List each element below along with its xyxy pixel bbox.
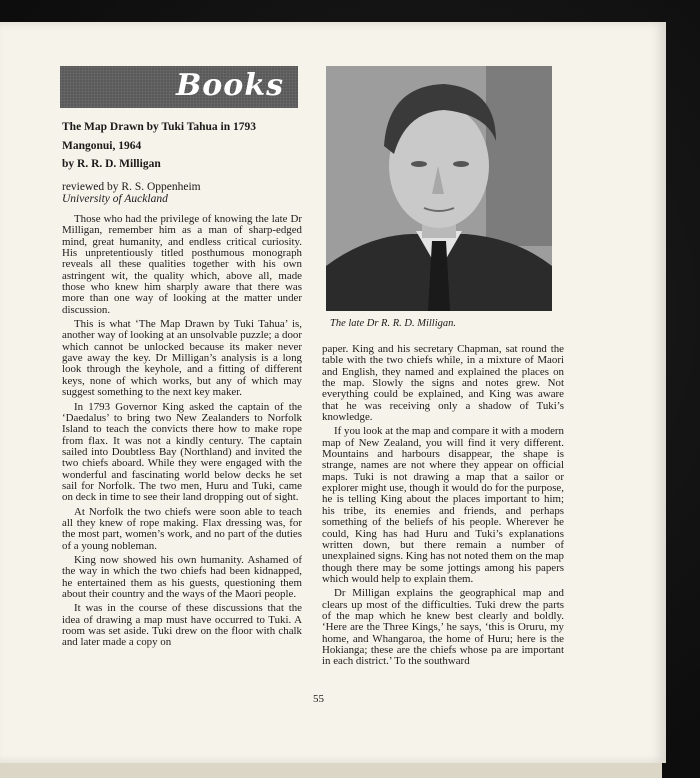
section-title: Books — [175, 68, 284, 103]
article-column-right — [322, 344, 564, 668]
paragraph: Those who had the privilege of knowing the late Dr Milligan, remember him as a man of sharp-edged mind, great humanity, and endless critical curiosity. His unpretentiously titled posthumous monograph reveals all these qualities together with his own astringent wit, the quality which, above all, made those who knew him sharply aware that there was more than one way of looking at the matter under discussion. — [62, 213, 302, 316]
paragraph: Dr Milligan explains the geographical map and clears up most of the difficulties. Tuki drew the parts of the map which he knew best clearly and boldly. ‘Here are the Three Kings,’ he says, ‘this is Oruru, my home, and Whangaroa, the home of Huru; here is the Hokianga; these are the chiefs whose pa are important in each district.’ To the southward — [322, 587, 564, 668]
page-number: 55 — [313, 693, 324, 705]
book-author: by R. R. D. Milligan — [62, 158, 161, 170]
section-banner — [60, 66, 298, 108]
reviewer-name: reviewed by R. S. Oppenheim — [62, 181, 201, 193]
paragraph: It was in the course of these discussions that the idea of drawing a map must have occurred to Tuki. A room was set aside. Tuki drew on the floor with chalk and later made a copy on — [62, 602, 302, 649]
paragraph: This is what ‘The Map Drawn by Tuki Tahua’ is, another way of looking at an unsolvable puzzle; a door which cannot be unlocked because its maker never gave away the key. Dr Milligan’s analysis is a long look through the keyhole, and a fitting of different keys, none of which works, but any of which may suggest something to the next key maker. — [62, 318, 302, 399]
reviewer-affiliation: University of Auckland — [62, 193, 168, 205]
paragraph: If you look at the map and compare it with a modern map of New Zealand, you will find it very different. Mountains and harbours disappear, the shape is strange, names are not where they appear on official maps. Tuki is not drawing a map that a sailor or explorer might use, though it would do for the purpose, he is telling King about the places important to him; his tribe, its enemies and friends, and perhaps something of the beliefs of his people. Wherever he could, King has had Huru and Tuki’s explanations written down, but there remain a number of unexplained signs. King has not noted them on the map though there may be some jottings among his papers which would help to explain them. — [322, 425, 564, 585]
page-edge — [0, 763, 662, 778]
book-publisher: Mangonui, 1964 — [62, 140, 142, 152]
paragraph: paper. King and his secretary Chapman, sat round the table with the two chiefs while, in a mixture of Maori and English, they named and explained the places on the map. Slowly the signs and notes grew. Not everything could be explained, and King was aware that he was receiving only a shadow of Tuki’s knowledge. — [322, 343, 564, 424]
photo-caption: The late Dr R. R. D. Milligan. — [330, 318, 456, 329]
book-title: The Map Drawn by Tuki Tahua in 1793 — [62, 121, 256, 133]
paragraph: In 1793 Governor King asked the captain of the ‘Daedalus’ to bring two New Zealanders to Norfolk Island to teach the convicts there how to make rope from flax. It was not a kindly century. The captain sailed into Doubtless Bay (Northland) and invited the two chiefs aboard. While they were engaged with the wonderful and fascinating world below decks he set sail for Norfolk. The two men, Huru and Tuki, came on deck in time to see their land dropping out of sight. — [62, 400, 302, 504]
paragraph: King now showed his own humanity. Ashamed of the way in which the two chiefs had been kidnapped, he entertained them as his guests, questioning them about their country and the ways of the Maori people. — [62, 553, 302, 600]
author-portrait-photo — [326, 66, 552, 311]
portrait-illustration — [326, 66, 552, 311]
paragraph: At Norfolk the two chiefs were soon able to teach all they knew of rope making. Flax dressing was, for the most part, women’s work, and no part of the duties of a young nobleman. — [62, 505, 302, 552]
article-column-left — [62, 214, 302, 649]
